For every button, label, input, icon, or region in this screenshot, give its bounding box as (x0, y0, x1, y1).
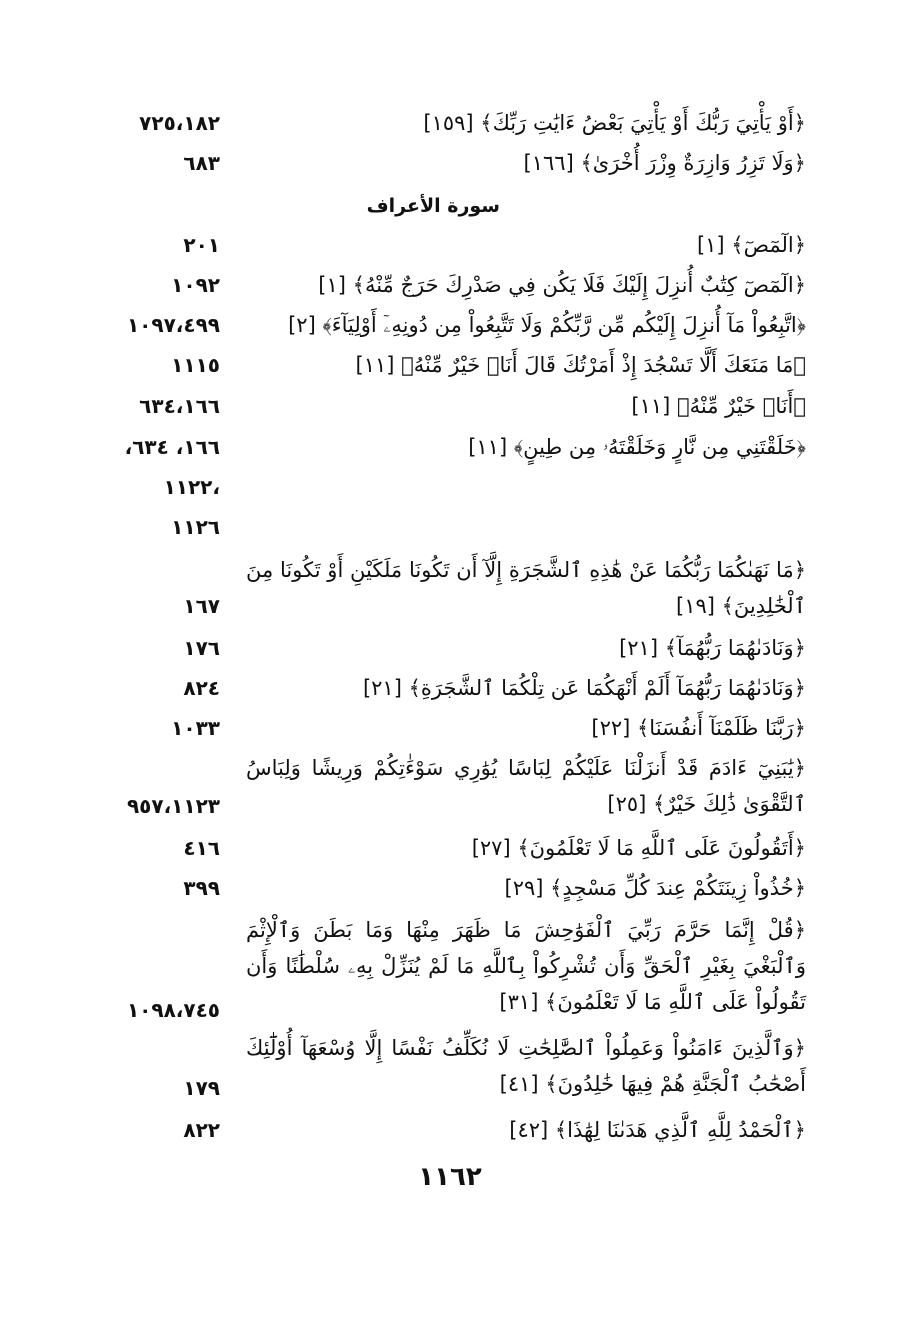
page-refs: ١١١٥ (171, 353, 220, 377)
verse-entry: ﴿وَلَا تَزِرُ وَازِرَةٌ وِزْرَ أُخْرَىٰ﴾ [١٦٦] (523, 151, 806, 175)
verse-entry: ﴿قُلْ إِنَّمَا حَرَّمَ رَبِّيَ ٱلْفَوَٰحِشَ مَا ظَهَرَ مِنْهَا وَمَا بَطَنَ وَٱلْإِثْمَ وَٱلْبَغْيَ بِغَيْرِ ٱلْحَقِّ وَأَن تُشْرِكُواْ بِٱللَّهِ مَا لَمْ يُنَزِّلْ بِهِۦ سُلْطَٰنًا وَأَن تَقُولُواْ عَلَى ٱللَّهِ مَا لَا تَعْلَمُونَ﴾ [٣١] (246, 918, 806, 1014)
verse-entry: ﴿ٱلْحَمْدُ لِلَّهِ ٱلَّذِي هَدَىٰنَا لِهَٰذَا﴾ [٤٢] (509, 1118, 806, 1142)
surah-heading: سورة الأعراف (366, 195, 500, 217)
page-refs: ١٦٧ (183, 594, 220, 618)
page-refs: ٤١٦ (183, 836, 220, 860)
page-number: ١١٦٢ (418, 1162, 482, 1192)
verse-entry: ﴿وَنَادَىٰهُمَا رَبُّهُمَآ أَلَمْ أَنْهَكُمَا عَن تِلْكُمَا ٱلشَّجَرَةِ﴾ [٢١] (362, 676, 806, 700)
page-refs: ٣٩٩ (183, 876, 220, 900)
verse-entry: ﴿أَوْ يَأْتِيَ رَبُّكَ أَوْ يَأْتِيَ بَعْضُ ءَايَٰتِ رَبِّكَ﴾ [١٥٩] (423, 111, 806, 135)
page-refs: ٦٣٤،١٦٦ (139, 394, 220, 418)
page-refs: ٦٨٣ (183, 151, 220, 175)
page-refs: ١٧٩ (183, 1076, 220, 1100)
page-refs: ١٠٩٧،٤٩٩ (126, 313, 220, 337)
page-refs-continued: ١١٢٦ (171, 515, 220, 539)
verse-entry: ﴿وَٱلَّذِينَ ءَامَنُواْ وَعَمِلُواْ ٱلصَّٰلِحَٰتِ لَا نُكَلِّفُ نَفْسًا إِلَّا وُسْعَهَآ أُوْلَٰٓئِكَ أَصْحَٰبُ ٱلْجَنَّةِ هُمْ فِيهَا خَٰلِدُونَ﴾ [٤١] (246, 1036, 806, 1096)
verse-entry: ﴿اتَّبِعُواْ مَآ أُنزِلَ إِلَيْكُم مِّن رَّبِّكُمْ وَلَا تَتَّبِعُواْ مِن دُونِهِۦٓ أَوْلِيَآءَ﴾ [٢] (288, 313, 806, 337)
verse-entry: ﴿الٓمٓصٓ﴾ [١] (696, 233, 806, 257)
verse-entry: ﴿مَا نَهَىٰكُمَا رَبُّكُمَا عَنْ هَٰذِهِ ٱلشَّجَرَةِ إِلَّآ أَن تَكُونَا مَلَكَيْنِ أَوْ تَكُونَا مِنَ ٱلْخَٰلِدِينَ﴾ [١٩] (246, 558, 806, 618)
verse-entry: ﴿أَنَا۠ خَيْرٌ مِّنْهُ﴾ [١١] (631, 394, 806, 418)
page-refs: ١٧٦ (183, 636, 220, 660)
page-refs: ٩٥٧،١١٢٣ (126, 794, 220, 818)
page-refs: ٨٢٢ (183, 1118, 220, 1142)
page-refs: ٧٢٥،١٨٢ (139, 111, 220, 135)
page-refs: ٢٠١ (183, 233, 220, 257)
verse-entry: ﴿خُذُواْ زِينَتَكُمْ عِندَ كُلِّ مَسْجِدٍ﴾ [٢٩] (504, 876, 806, 900)
page-refs: ١٠٣٣ (171, 716, 220, 740)
page-refs: ٨٢٤ (183, 676, 220, 700)
page-refs: ١٦٦، ٦٣٤، (124, 435, 220, 459)
verse-entry: ﴿أَتَقُولُونَ عَلَى ٱللَّهِ مَا لَا تَعْلَمُونَ﴾ [٢٧] (471, 836, 806, 860)
verse-entry: ﴿وَنَادَىٰهُمَا رَبُّهُمَآ﴾ [٢١] (619, 636, 806, 660)
page-refs: ١٠٩٢ (171, 273, 220, 297)
page-refs: ١٠٩٨،٧٤٥ (126, 998, 220, 1022)
verse-entry: ﴿الٓمٓصٓ كِتَٰبٌ أُنزِلَ إِلَيْكَ فَلَا يَكُن فِي صَدْرِكَ حَرَجٌ مِّنْهُ﴾ [١] (318, 273, 806, 297)
verse-entry: ﴿يَٰبَنِيٓ ءَادَمَ قَدْ أَنزَلْنَا عَلَيْكُمْ لِبَاسًا يُوَٰرِي سَوْءَٰتِكُمْ وَرِيشًا وَلِبَاسُ ٱلتَّقْوَىٰ ذَٰلِكَ خَيْرٌ﴾ [٢٥] (246, 756, 806, 816)
verse-entry: ﴿خَلَقْتَنِي مِن نَّارٍ وَخَلَقْتَهُۥ مِن طِينٍ﴾ [١١] (468, 435, 806, 459)
page-refs-continued: ،١١٢٢ (163, 475, 220, 499)
verse-entry: ﴿مَا مَنَعَكَ أَلَّا تَسْجُدَ إِذْ أَمَرْتُكَ قَالَ أَنَا۠ خَيْرٌ مِّنْهُ﴾ [١١] (355, 353, 806, 377)
verse-entry: ﴿رَبَّنَا ظَلَمْنَآ أَنفُسَنَا﴾ [٢٢] (591, 716, 806, 740)
